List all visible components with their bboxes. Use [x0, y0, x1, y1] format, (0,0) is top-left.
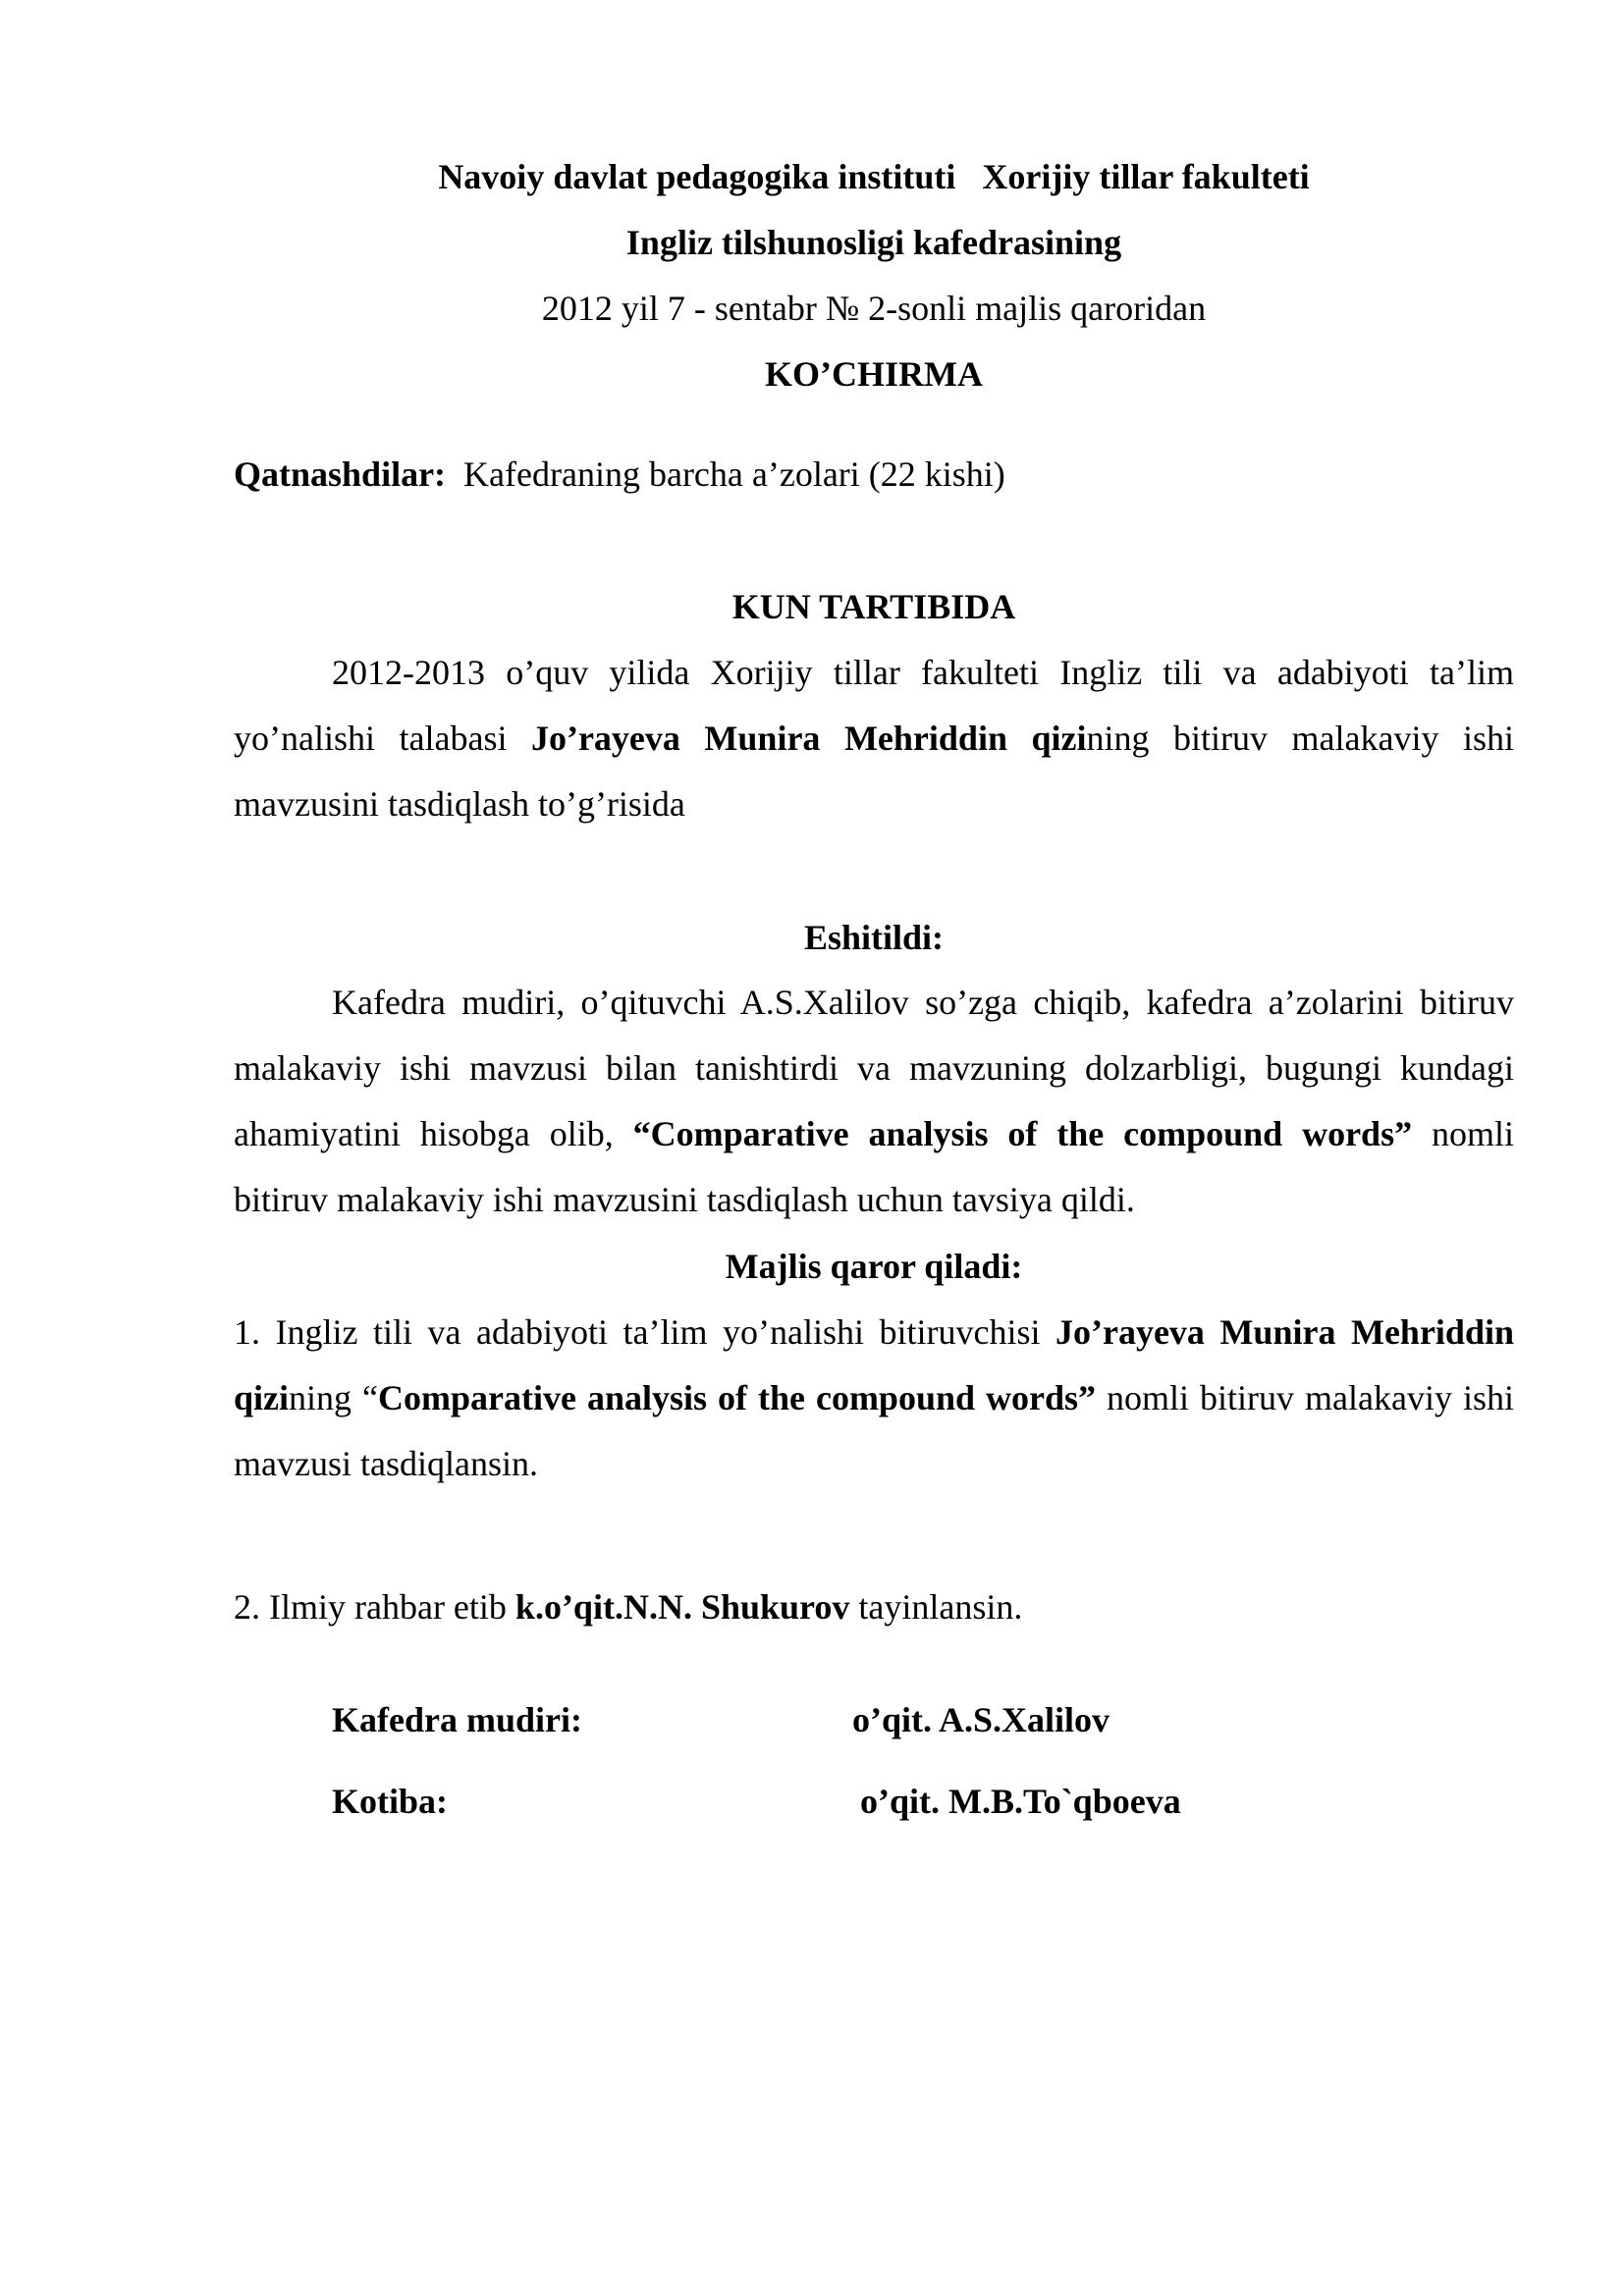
header-institute-line — [234, 155, 1514, 198]
decision-item-1-topic: Comparative analysis of the compound words” — [378, 1378, 1097, 1417]
head-signature-name: o’qit. A.S.Xalilov — [852, 1700, 1110, 1739]
decision-item-2-after: tayinlansin. — [849, 1587, 1023, 1627]
agenda-student-name: Jo’rayeva Munira Mehriddin qizi — [530, 719, 1087, 758]
decision-item-2 — [234, 1585, 1022, 1629]
decision-item-1 — [234, 1300, 1514, 1497]
institute-name: Navoiy davlat pedagogika instituti — [438, 157, 956, 196]
attendees-label: Qatnashdilar: — [234, 454, 447, 494]
agenda-text-before: 2012-2013 o’quv yilida Xorijiy tillar fakulteti Ingliz tili va adabiyoti ta’lim yo’nalishi talabasi — [234, 653, 1514, 758]
heard-paragraph — [234, 970, 1514, 1233]
agenda-paragraph — [234, 640, 1514, 837]
decision-item-1-after: nomli bitiruv malakaviy ishi mavzusi tasdiqlansin. — [234, 1378, 1514, 1483]
heard-heading: Eshitildi: — [803, 918, 945, 957]
decision-item-2-before: 2. Ilmiy rahbar etib — [234, 1587, 515, 1627]
secretary-signature-name: o’qit. M.B.To`qboeva — [860, 1782, 1181, 1821]
heard-text-before: Kafedra mudiri, o’qituvchi A.S.Xalilov so’zga chiqib, kafedra a’zolarini bitiruv malakaviy ishi mavzusi bilan tanishtirdi va mavzuning dolzarbligi, bugungi kundagi ahamiyatini hisobga olib, — [234, 983, 1514, 1153]
heard-text-after: nomli bitiruv malakaviy ishi mavzusini tasdiqlash uchun tavsiya qildi. — [234, 1114, 1514, 1219]
heard-topic: “Comparative analysis of the compound words” — [632, 1114, 1413, 1153]
secretary-signature-label: Kotiba: — [332, 1782, 449, 1821]
document-title: KO’CHIRMA — [765, 354, 983, 394]
department-name: Ingliz tilshunosligi kafedrasining — [625, 223, 1122, 262]
agenda-heading: KUN TARTIBIDA — [731, 587, 1016, 626]
decision-heading: Majlis qaror qiladi: — [725, 1247, 1023, 1286]
decision-item-2-name: k.o’qit.N.N. Shukurov — [514, 1587, 850, 1627]
decision-item-1-mid: ning “ — [289, 1378, 378, 1417]
decision-item-1-before: 1. Ingliz tili va adabiyoti ta’lim yo’nalishi bitiruvchisi — [234, 1312, 1056, 1352]
agenda-text-after: ning bitiruv malakaviy ishi mavzusini tasdiqlash to’g’risida — [234, 719, 1514, 824]
faculty-name: Xorijiy tillar fakulteti — [982, 157, 1310, 196]
attendees-value: Kafedraning barcha a’zolari (22 kishi) — [463, 454, 1005, 494]
attendees-line — [234, 453, 1005, 496]
meeting-reference: 2012 yil 7 - sentabr № 2-sonli majlis qaroridan — [541, 289, 1207, 328]
decision-item-1-name: Jo’rayeva Munira Mehriddin qizi — [234, 1312, 1514, 1417]
head-signature-label: Kafedra mudiri: — [332, 1700, 582, 1739]
